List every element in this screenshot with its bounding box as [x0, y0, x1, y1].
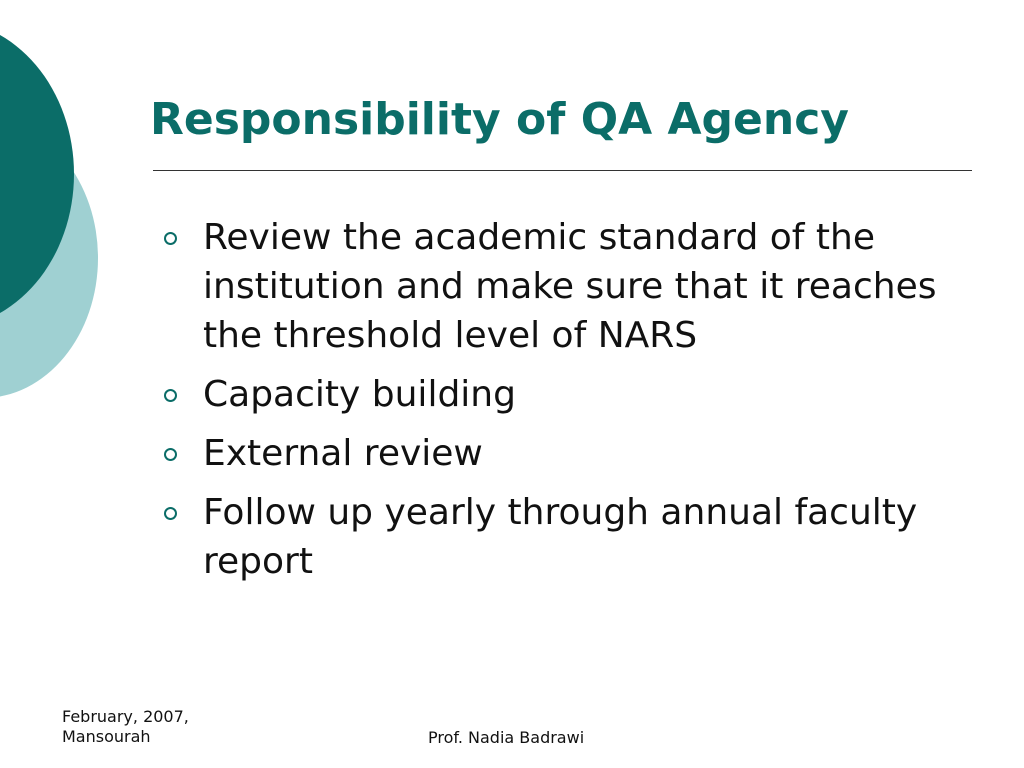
bullet-item [163, 370, 973, 419]
bullet-item [163, 488, 973, 586]
bullet-item [163, 429, 973, 478]
bullet-text: Review the academic standard of the institution and make sure that it reaches the threshold level of NARS [203, 217, 937, 356]
bullet-list [163, 213, 973, 596]
hollow-circle-icon [164, 389, 177, 402]
footer-date-location: February, 2007, Mansourah [62, 707, 189, 746]
footer-presenter: Prof. Nadia Badrawi [428, 728, 585, 747]
slide-title: Responsibility of QA Agency [150, 94, 849, 145]
bullet-text: Capacity building [203, 374, 516, 415]
bullet-text: External review [203, 433, 483, 474]
bullet-item [163, 213, 973, 360]
hollow-circle-icon [164, 448, 177, 461]
bullet-text: Follow up yearly through annual faculty report [203, 492, 918, 582]
hollow-circle-icon [164, 232, 177, 245]
title-divider [153, 170, 972, 171]
hollow-circle-icon [164, 507, 177, 520]
